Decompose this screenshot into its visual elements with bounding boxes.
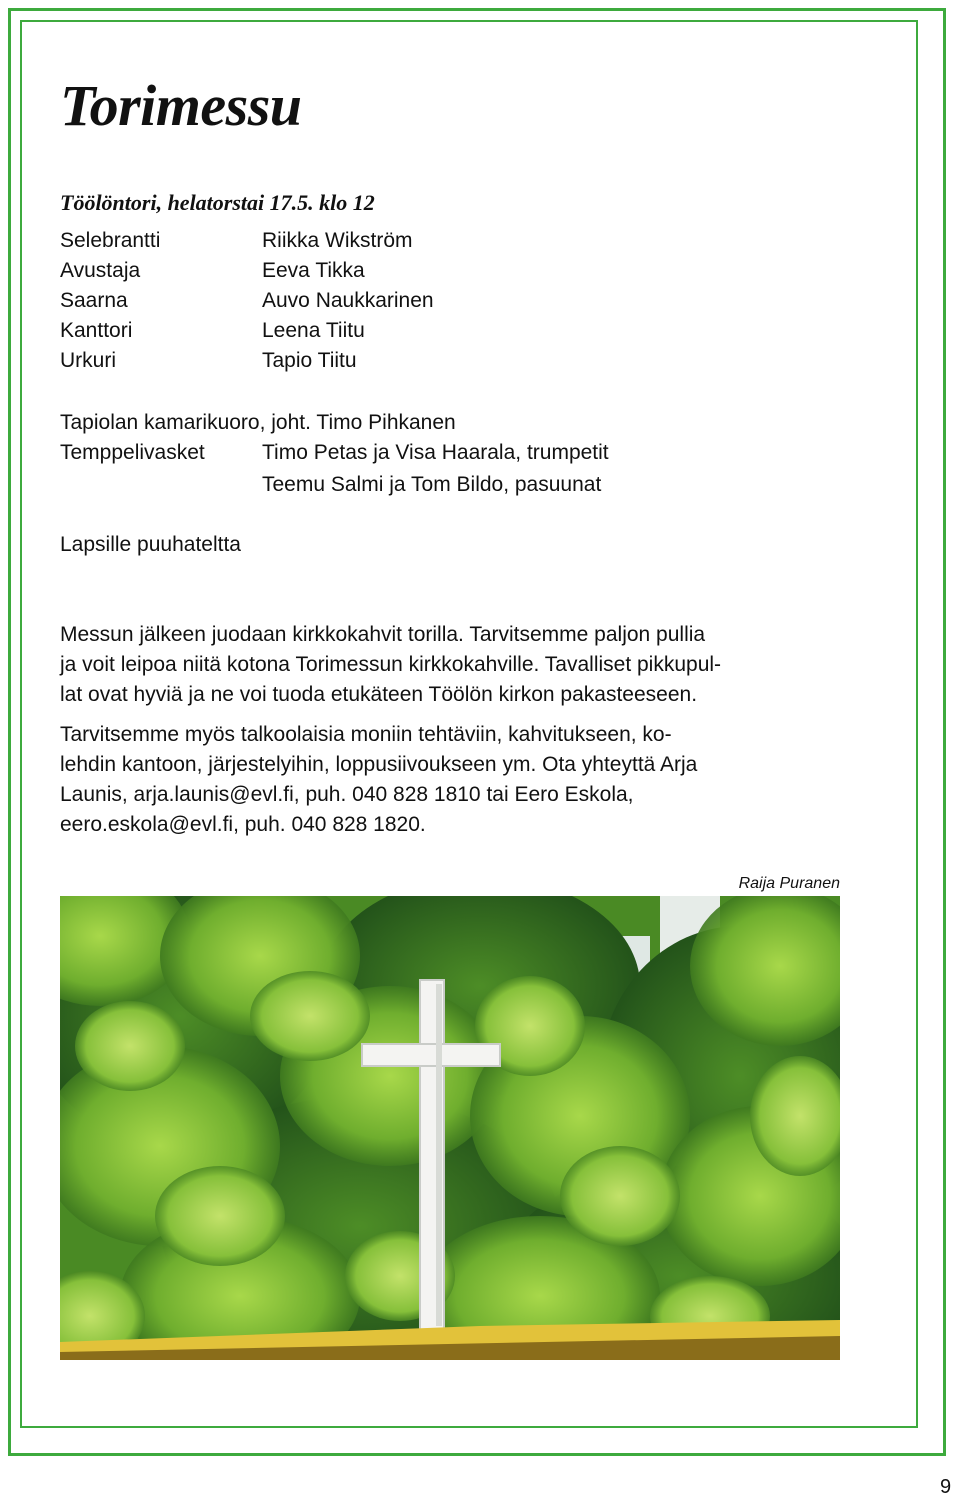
role-label: Urkuri (60, 349, 116, 372)
page-title: Torimessu (60, 73, 302, 138)
role-name: Auvo Naukkarinen (262, 289, 434, 312)
role-label: Selebrantti (60, 229, 161, 252)
brass-line-1: Timo Petas ja Visa Haarala, trumpetit (262, 441, 609, 464)
paragraph-line: lehdin kantoon, järjestelyihin, loppusiivoukseen ym. Ota yhteyttä Arja (60, 753, 698, 776)
event-subtitle: Töölöntori, helatorstai 17.5. klo 12 (60, 190, 375, 215)
role-label: Kanttori (60, 319, 133, 342)
paragraph-line: lat ovat hyviä ja ne voi tuoda etukäteen Töölön kirkon pakasteeseen. (60, 683, 698, 706)
paragraph-line: Tarvitsemme myös talkoolaisia moniin tehtäviin, kahvitukseen, ko- (60, 723, 672, 746)
role-label: Avustaja (60, 259, 141, 282)
cross-photo-image (60, 896, 840, 1360)
role-name: Leena Tiitu (262, 319, 365, 342)
paragraph-line: eero.eskola@evl.fi, puh. 040 828 1820. (60, 813, 426, 836)
brass-label: Temppelivasket (60, 441, 205, 464)
cross-photo (60, 896, 840, 1360)
volunteer-paragraph (60, 720, 850, 840)
photo-credit: Raija Puranen (738, 875, 840, 892)
role-name: Tapio Tiitu (262, 349, 357, 372)
paragraph-line: ja voit leipoa niitä kotona Torimessun kirkkokahville. Tavalliset pikkupul- (60, 653, 722, 676)
paragraph-line: Messun jälkeen juodaan kirkkokahvit torilla. Tarvitsemme paljon pullia (60, 623, 706, 646)
brass-line-2: Teemu Salmi ja Tom Bildo, pasuunat (262, 473, 602, 496)
paragraph-line: Launis, arja.launis@evl.fi, puh. 040 828 1810 tai Eero Eskola, (60, 783, 634, 806)
choir-line: Tapiolan kamarikuoro, joht. Timo Pihkanen (60, 411, 456, 434)
role-label: Saarna (60, 289, 128, 312)
coffee-paragraph (60, 620, 850, 710)
role-name: Riikka Wikström (262, 229, 413, 252)
kids-line: Lapsille puuhateltta (60, 533, 241, 556)
page-number: 9 (940, 1476, 952, 1498)
role-name: Eeva Tikka (262, 259, 365, 282)
